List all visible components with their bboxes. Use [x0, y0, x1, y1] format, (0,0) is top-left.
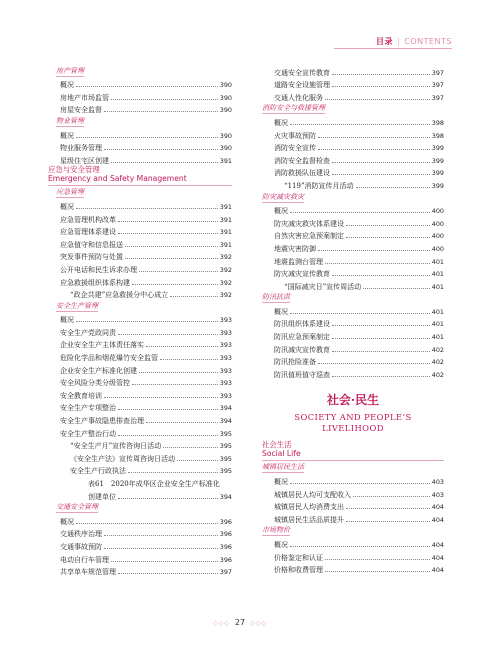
footer-ornament-left: ◇◇◇	[213, 620, 230, 627]
dot-leader	[177, 460, 218, 461]
entry-page-number: 392	[219, 265, 232, 274]
entry-page-number: 401	[431, 282, 444, 291]
entry-title: 房屋安全监督	[60, 106, 102, 115]
dot-leader	[318, 149, 430, 150]
toc-entry[interactable]	[262, 328, 444, 341]
entry-page-number: 396	[219, 517, 232, 526]
entry-page-number: 391	[219, 240, 232, 249]
toc-entry[interactable]	[262, 549, 444, 562]
dot-leader	[104, 397, 218, 398]
dot-leader	[332, 338, 430, 339]
entry-page-number: 393	[219, 391, 232, 400]
toc-entry[interactable]	[48, 538, 232, 551]
entry-page-number: 404	[431, 515, 444, 524]
entry-title: 防汛组织体系建设	[274, 320, 330, 329]
toc-entry[interactable]	[262, 341, 444, 354]
entry-title: 公开电话和民生诉求办理	[60, 265, 137, 274]
entry-title: 价格和收费管理	[274, 566, 323, 575]
entry-page-number: 404	[431, 553, 444, 562]
entry-page-number: 398	[431, 131, 444, 140]
toc-entry[interactable]	[48, 475, 232, 488]
dot-leader	[346, 237, 430, 238]
dot-leader	[76, 208, 218, 209]
entry-page-number: 393	[219, 366, 232, 375]
dot-leader	[356, 187, 430, 188]
dot-leader	[325, 263, 430, 264]
toc-entry[interactable]	[262, 354, 444, 367]
page-number: 27	[234, 618, 246, 627]
entry-title: 概况	[274, 207, 288, 216]
entry-page-number: 391	[219, 215, 232, 224]
entry-title: 企业安全生产主体责任落实	[60, 341, 144, 350]
toc-entry[interactable]	[48, 551, 232, 564]
entry-title: 地震监测台管理	[274, 257, 323, 266]
dot-leader	[76, 523, 218, 524]
entry-title: 应急管理体系建设	[60, 228, 116, 237]
entry-page-number: 398	[431, 118, 444, 127]
entry-page-number: 401	[431, 333, 444, 342]
entry-page-number: 400	[431, 232, 444, 241]
entry-title: 《安全生产法》宣传周咨询日活动	[70, 454, 175, 463]
dot-leader	[290, 483, 430, 484]
entry-title: 防汛值班值守巡查	[274, 370, 330, 379]
entry-page-number: 391	[219, 156, 232, 165]
dot-leader	[318, 137, 430, 138]
entry-title: 安全生产事故隐患排查治理	[60, 417, 144, 426]
toc-entry[interactable]	[262, 165, 444, 178]
entry-title: 概况	[60, 316, 74, 325]
toc-section-title-en: Social Life	[262, 449, 444, 461]
dot-leader	[332, 162, 430, 163]
entry-title: 消防救援队伍建设	[274, 169, 330, 178]
toc-entry[interactable]	[262, 127, 444, 140]
dot-leader	[353, 496, 430, 497]
entry-page-number: 390	[219, 131, 232, 140]
entry-title: 防灾减灾宣传教育	[274, 270, 330, 279]
toc-entry[interactable]	[262, 303, 444, 316]
entry-page-number: 402	[431, 358, 444, 367]
toc-entry[interactable]	[48, 400, 232, 413]
entry-page-number: 397	[431, 93, 444, 102]
dot-leader	[170, 296, 218, 297]
entry-page-number: 395	[219, 454, 232, 463]
toc-entry[interactable]	[262, 366, 444, 379]
entry-title: 价格鉴定和认证	[274, 553, 323, 562]
part-title-en-line1: SOCIETY AND PEOPLE’S	[294, 411, 412, 422]
entry-title: 安全生产专项整治	[60, 404, 116, 413]
entry-title: 概况	[60, 517, 74, 526]
toc-entry[interactable]	[262, 77, 444, 90]
toc-entry[interactable]	[262, 562, 444, 575]
toc-entry[interactable]	[48, 450, 232, 463]
dot-leader	[76, 321, 218, 322]
entry-title: 安全生产行政执法	[70, 467, 126, 476]
entry-page-number: 392	[219, 253, 232, 262]
dot-leader	[125, 246, 218, 247]
toc-entry[interactable]	[262, 228, 444, 241]
toc-entry[interactable]	[48, 412, 232, 425]
dot-leader	[346, 521, 430, 522]
toc-subsection-heading	[48, 501, 232, 514]
entry-title: 物业服务管理	[60, 144, 102, 153]
toc-entry[interactable]	[48, 513, 232, 526]
entry-page-number: 395	[219, 467, 232, 476]
entry-title: 城镇居民生活品质提升	[274, 515, 344, 524]
entry-page-number: 403	[431, 490, 444, 499]
entry-title: 交通人性化服务	[274, 93, 323, 102]
entry-page-number: 393	[219, 379, 232, 388]
dot-leader	[325, 99, 430, 100]
header-title-en: CONTENTS	[404, 37, 452, 46]
dot-leader	[332, 86, 430, 87]
entry-page-number: 390	[219, 93, 232, 102]
toc-entry[interactable]	[48, 375, 232, 388]
entry-page-number: 390	[219, 106, 232, 115]
entry-title: “119”消防宣传月活动	[284, 181, 354, 190]
entry-title: 应急救援组织体系构建	[60, 278, 130, 287]
dot-leader	[363, 288, 430, 289]
dot-leader	[290, 313, 430, 314]
toc-entry[interactable]	[48, 274, 232, 287]
entry-title: 道路安全设施管理	[274, 81, 330, 90]
entry-page-number: 399	[431, 181, 444, 190]
subsection-label: 交通安全管理	[56, 503, 98, 512]
toc-entry[interactable]	[48, 488, 232, 501]
dot-leader	[139, 271, 218, 272]
toc-subsection-heading	[48, 64, 232, 77]
toc-entry[interactable]	[262, 240, 444, 253]
toc-entry[interactable]	[48, 249, 232, 262]
entry-page-number: 404	[431, 541, 444, 549]
page-header	[376, 36, 452, 47]
toc-section-title-en: Emergency and Safety Management	[48, 174, 232, 186]
dot-leader	[163, 447, 218, 448]
subsection-label: 防汛抗洪	[262, 293, 290, 302]
entry-page-number: 397	[431, 68, 444, 77]
dot-leader	[118, 334, 218, 335]
toc-entry[interactable]	[48, 211, 232, 224]
toc-entry[interactable]	[262, 203, 444, 216]
dot-leader	[332, 376, 430, 377]
subsection-label: 房产管理	[56, 66, 84, 75]
entry-page-number: 404	[431, 503, 444, 512]
entry-page-number: 403	[431, 478, 444, 487]
entry-title: 概况	[274, 307, 288, 316]
dot-leader	[104, 535, 218, 536]
toc-subsection-heading	[48, 299, 232, 312]
toc-entry[interactable]	[262, 140, 444, 153]
dot-leader	[290, 212, 430, 213]
toc-entry[interactable]	[262, 114, 444, 127]
toc-entry[interactable]	[48, 261, 232, 274]
dot-leader	[104, 111, 218, 112]
entry-title: 概况	[274, 118, 288, 127]
dot-leader	[332, 351, 430, 352]
entry-page-number: 404	[431, 566, 444, 575]
toc-entry[interactable]	[262, 152, 444, 165]
entry-page-number: 396	[219, 542, 232, 551]
toc-entry[interactable]	[48, 438, 232, 451]
entry-title: 交通事故预防	[60, 542, 102, 551]
toc-entry[interactable]	[48, 77, 232, 90]
toc-section-title-zh: 应急与安全管理	[48, 164, 100, 174]
entry-page-number: 399	[431, 156, 444, 165]
entry-title: 概况	[274, 541, 288, 549]
toc-subsection-heading	[48, 186, 232, 199]
toc-entry[interactable]	[48, 287, 232, 300]
entry-page-number: 394	[219, 492, 232, 501]
entry-title: “安全生产月”宣传咨询日活动	[70, 442, 162, 451]
entry-title: 消防安全监督检查	[274, 156, 330, 165]
entry-title: 突发事件预防与处置	[60, 253, 123, 262]
entry-title: 危险化学品和烟花爆竹安全监管	[60, 354, 158, 363]
toc-entry[interactable]	[262, 177, 444, 190]
dot-leader	[160, 359, 218, 360]
toc-subsection-heading	[262, 291, 444, 304]
subsection-label: 安全生产管理	[56, 301, 98, 310]
toc-entry[interactable]	[48, 198, 232, 211]
entry-page-number: 395	[219, 442, 232, 451]
entry-page-number: 393	[219, 316, 232, 325]
subsection-label: 城镇居民生活	[262, 463, 304, 472]
entry-title: 电动自行车管理	[60, 555, 109, 564]
toc-entry[interactable]	[262, 215, 444, 228]
dot-leader	[111, 99, 218, 100]
toc-entry[interactable]	[262, 536, 444, 549]
toc-entry[interactable]	[48, 564, 232, 577]
entry-title: 地震灾害防御	[274, 244, 316, 253]
dot-leader	[332, 74, 430, 75]
toc-entry[interactable]	[48, 463, 232, 476]
part-title-en-line2: LIVELIHOOD	[322, 422, 384, 433]
entry-page-number: 395	[219, 429, 232, 438]
toc-entry[interactable]	[48, 152, 232, 165]
entry-page-number: 401	[431, 307, 444, 316]
entry-title: 共享单车规范管理	[60, 568, 116, 577]
dot-leader	[118, 498, 218, 499]
entry-title: 安全风险分类分级管控	[60, 379, 130, 388]
dot-leader	[125, 258, 218, 259]
part-title-zh: 社会·民生	[326, 392, 380, 407]
toc-entry[interactable]	[262, 89, 444, 102]
entry-page-number: 401	[431, 257, 444, 266]
dot-leader	[290, 546, 430, 547]
entry-page-number: 399	[431, 144, 444, 153]
toc-section-title-zh: 社会生活	[262, 439, 292, 449]
toc-entry[interactable]	[262, 486, 444, 499]
entry-title: 安全教育培训	[60, 391, 102, 400]
toc-entry[interactable]	[48, 349, 232, 362]
toc-right-column	[262, 64, 444, 574]
footer-ornament-right: ◇◇◇	[250, 620, 267, 627]
entry-title: 交通秩序治理	[60, 530, 102, 539]
toc-entry[interactable]	[262, 473, 444, 486]
toc-left-column	[48, 64, 232, 576]
part-title-en	[262, 412, 444, 434]
toc-entry[interactable]	[48, 362, 232, 375]
entry-page-number: 390	[219, 144, 232, 153]
entry-title: 概况	[60, 131, 74, 140]
subsection-label: 消防安全与救援管理	[262, 104, 325, 113]
entry-page-number: 401	[431, 270, 444, 279]
dot-leader	[111, 162, 218, 163]
entry-page-number: 400	[431, 219, 444, 228]
entry-title: 应急值守和信息报送	[60, 240, 123, 249]
dot-leader	[146, 346, 218, 347]
toc-entry[interactable]	[262, 511, 444, 524]
entry-page-number: 391	[219, 228, 232, 237]
toc-subsection-heading	[262, 102, 444, 115]
entry-page-number: 391	[219, 202, 232, 211]
entry-page-number: 397	[219, 568, 232, 577]
entry-page-number: 393	[219, 341, 232, 350]
dot-leader	[132, 284, 218, 285]
entry-title: “国际减灾日”宣传周活动	[284, 282, 362, 291]
entry-title: 自然灾害应急预案制定	[274, 232, 344, 241]
header-separator: |	[397, 37, 401, 46]
entry-title: 星级住宅区创建	[60, 156, 109, 165]
toc-entry[interactable]	[48, 387, 232, 400]
toc-subsection-heading	[262, 461, 444, 474]
entry-title: 创建单位	[88, 492, 116, 501]
toc-entry[interactable]	[262, 278, 444, 291]
toc-entry[interactable]	[262, 253, 444, 266]
subsection-label: 市场物价	[262, 526, 290, 535]
entry-page-number: 401	[431, 320, 444, 329]
entry-title: 房地产市场监管	[60, 93, 109, 102]
entry-title: 防汛抢险准备	[274, 358, 316, 367]
entry-page-number: 396	[219, 555, 232, 564]
entry-title: 企业安全生产标准化创建	[60, 366, 137, 375]
entry-page-number: 400	[431, 244, 444, 253]
subsection-label: 物业管理	[56, 116, 84, 125]
subsection-label: 防灾减灾救灾	[262, 192, 304, 201]
entry-title: 火灾事故预防	[274, 131, 316, 140]
entry-title: 防灾减灾救灾体系建设	[274, 219, 344, 228]
entry-page-number: 396	[219, 530, 232, 539]
dot-leader	[118, 233, 218, 234]
dot-leader	[332, 275, 430, 276]
toc-subsection-heading	[262, 190, 444, 203]
entry-title: 防汛减灾宣传教育	[274, 345, 330, 354]
entry-title: 应急管理机构改革	[60, 215, 116, 224]
entry-page-number: 392	[219, 278, 232, 287]
dot-leader	[76, 86, 218, 87]
page-footer	[0, 618, 480, 627]
dot-leader	[346, 508, 430, 509]
entry-page-number: 394	[219, 404, 232, 413]
toc-entry[interactable]	[262, 266, 444, 279]
entry-title: 城镇居民人均消费支出	[274, 503, 344, 512]
entry-title: 概况	[60, 202, 74, 211]
toc-entry[interactable]	[48, 425, 232, 438]
toc-entry[interactable]	[48, 127, 232, 140]
dot-leader	[146, 422, 218, 423]
entry-title: 城镇居民人均可支配收入	[274, 490, 351, 499]
toc-entry[interactable]	[48, 224, 232, 237]
entry-page-number: 393	[219, 354, 232, 363]
toc-entry[interactable]	[48, 102, 232, 115]
dot-leader	[332, 174, 430, 175]
dot-leader	[76, 137, 218, 138]
dot-leader	[139, 372, 218, 373]
subsection-label: 应急管理	[56, 188, 84, 197]
entry-page-number: 390	[219, 81, 232, 90]
dot-leader	[132, 384, 218, 385]
toc-right-bottom	[262, 440, 444, 574]
entry-page-number: 393	[219, 328, 232, 337]
toc-entry[interactable]	[262, 316, 444, 329]
toc-entry[interactable]	[262, 64, 444, 77]
dot-leader	[104, 149, 218, 150]
toc-entry[interactable]	[262, 499, 444, 512]
dot-leader	[118, 573, 218, 574]
entry-title: 消防安全宣传	[274, 144, 316, 153]
entry-title: 概况	[60, 81, 74, 90]
toc-entry[interactable]	[48, 140, 232, 153]
entry-title: 交通安全宣传教育	[274, 68, 330, 77]
dot-leader	[325, 559, 430, 560]
dot-leader	[118, 409, 218, 410]
entry-title: 表61 2020年成华区企业安全生产标准化	[88, 480, 220, 488]
toc-subsection-heading	[48, 114, 232, 127]
dot-leader	[346, 225, 430, 226]
entry-page-number: 400	[431, 207, 444, 216]
dot-leader	[318, 363, 430, 364]
toc-right-top	[262, 64, 444, 379]
toc-entry[interactable]	[48, 236, 232, 249]
entry-title: 防汛应急预案制定	[274, 333, 330, 342]
dot-leader	[111, 561, 218, 562]
toc-entry[interactable]	[48, 312, 232, 325]
entry-page-number: 397	[431, 81, 444, 90]
entry-page-number: 402	[431, 345, 444, 354]
toc-subsection-heading	[262, 524, 444, 537]
toc-entry[interactable]	[48, 324, 232, 337]
dot-leader	[318, 250, 430, 251]
entry-page-number: 399	[431, 169, 444, 178]
dot-leader	[128, 472, 218, 473]
header-title-zh: 目录	[376, 37, 394, 46]
entry-title: “政企共建”应急救援分中心成立	[70, 291, 169, 300]
entry-title: 安全生产党政同责	[60, 328, 116, 337]
dot-leader	[290, 124, 430, 125]
toc-entry[interactable]	[48, 89, 232, 102]
dot-leader	[118, 221, 218, 222]
header-rule	[334, 48, 452, 49]
entry-page-number: 394	[219, 417, 232, 426]
entry-page-number: 392	[219, 291, 232, 300]
dot-leader	[104, 548, 218, 549]
entry-title: 安全生产整治行动	[60, 429, 116, 438]
dot-leader	[325, 571, 430, 572]
toc-entry[interactable]	[48, 337, 232, 350]
dot-leader	[118, 435, 218, 436]
dot-leader	[332, 325, 430, 326]
entry-page-number: 402	[431, 370, 444, 379]
entry-title: 概况	[274, 478, 288, 487]
toc-entry[interactable]	[48, 526, 232, 539]
